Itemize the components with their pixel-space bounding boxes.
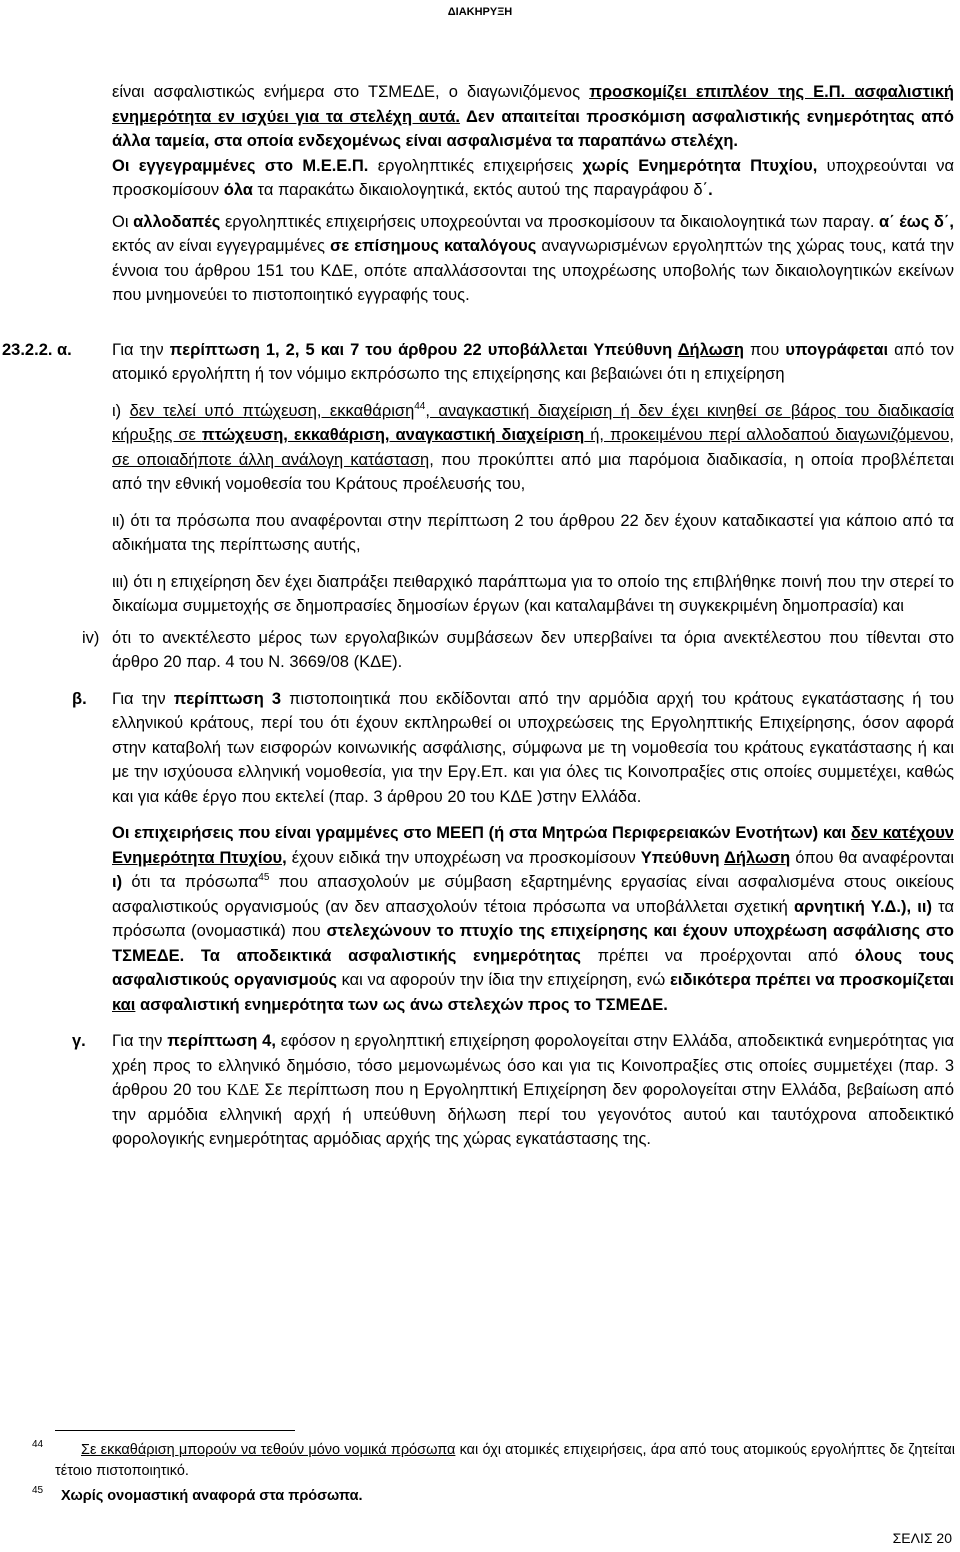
item-label: ιιι): [112, 572, 129, 591]
footnote-ref-44[interactable]: 44: [414, 400, 426, 412]
item-ii: ιι) ότι τα πρόσωπα που αναφέρονται στην περίπτωση 2 του άρθρου 22 δεν έχουν καταδικαστεί για κάποιο από τα αδικήματα της περίπτωσης αυτής,: [112, 511, 954, 554]
paragraph-meep-obligations: Οι επιχειρήσεις που είναι γραμμένες στο ΜΕΕΠ (ή στα Μητρώα Περιφερειακών Ενοτήτων) και δεν κατέχουν Ενημερότητα Πτυχίου, έχουν ειδικά την υποχρέωση να προσκομίσουν Υπεύθυνη Δήλωση όπου θα αναφέρονται ι) ότι τα πρόσωπα$^{45}$ που απασχολούν με σύμβαση εξαρτημένης εργασίας είναι ασφαλισμένα στους οικείους ασφαλιστικούς οργανισμούς (αν δεν απασχολούν τέτοια πρόσωπα να υποβάλλεται σχετική αρνητική Υ.Δ.), ιι) τα πρόσωπα (ονομαστικά) που στελεχώνουν το πτυχίο της επιχείρησης και έχουν υποχρέωση ασφάλισης στο ΤΣΜΕΔΕ. Τα αποδεικτικά ασφαλιστικής ενημερότητας πρέπει να προέρχονται από όλους τους ασφαλιστικούς οργανισμούς και να αφορούν την ίδια την επιχείρηση, ενώ ειδικότερα πρέπει να προσκομίζεται και ασφαλιστική ενημερότητα των ως άνω στελεχών προς το ΤΣΜΕΔΕ.: [112, 824, 954, 1014]
footnotes: [32, 1439, 955, 1507]
section-label: β.: [72, 689, 87, 708]
section-label: 23.2.2. α.: [2, 340, 72, 359]
section-gamma: γ. Για την περίπτωση 4, εφόσον η εργοληπτική επιχείρηση φορολογείται στην Ελλάδα, αποδεικτικά ενημερότητας για χρέη προς το ελληνικό δημόσιο, τόσο μεμονωμένως όσο και για τις Κοινοπραξίες στις οποίες συμμετέχει (παρ. 3 άρθρου 20 του ΚΔΕ Σε περίπτωση που η Εργοληπτική Επιχείρηση δεν φορολογείται στην Ελλάδα, βεβαίωση από την αρμόδια ελληνική αρχή ή υπεύθυνη δήλωση περί του γεγονότος αυτού και ταυτόχρονα αποδεικτικό φορολογικής ενημερότητας αρμόδιας αρχής της χώρας εγκατάστασης της.: [112, 1029, 954, 1152]
item-i: ι) δεν τελεί υπό πτώχευση, εκκαθάριση$^{44}$, αναγκαστική διαχείριση ή δεν έχει κινηθεί σε βάρος του διαδικασία κήρυξης σε πτώχευση, εκκαθάριση, αναγκαστική διαχείριση ή, προκειμένου περί αλλοδαπού διαγωνιζόμενου, σε οποιαδήποτε άλλη ανάλογη κατάσταση, που προκύπτει από μια παρόμοια διαδικασία, η οποία προβλέπεται από την εθνική νομοθεσία του Κράτους προέλευσής του,: [112, 400, 954, 493]
page-number: ΣΕΛΙΣ 20: [892, 1530, 952, 1546]
section-23-2-2-a: 23.2.2. α. Για την περίπτωση 1, 2, 5 και 7 του άρθρου 22 υποβάλλεται Υπεύθυνη Δήλωση που υπογράφεται από τον ατομικό εργολήπτη ή τον νόμιμο εκπρόσωπο της επιχείρησης και βεβαιώνει ότι η επιχείρηση: [112, 338, 954, 387]
footnote-45: 45 Χωρίς ονομαστική αναφορά στα πρόσωπα.: [55, 1486, 955, 1507]
footnote-number: 44: [32, 1439, 44, 1450]
paragraph-foreign-companies: Οι αλλοδαπές εργοληπτικές επιχειρήσεις υποχρεούνται να προσκομίσουν τα δικαιολογητικά των παραγ. α΄ έως δ΄, εκτός αν είναι εγγεγραμμένες σε επίσημους καταλόγους αναγνωρισμένων εργοληπτών της χώρας τους, κατά την έννοια του άρθρου 151 του ΚΔΕ, οπότε απαλλάσσονται της υποχρέωσης υποβολής των δικαιολογητικών εκείνων που μνημονεύει το πιστοποιητικό εγγραφής τους.: [112, 212, 954, 304]
item-label: iv): [82, 628, 100, 647]
item-iv: iv) ότι το ανεκτέλεστο μέρος των εργολαβικών συμβάσεων δεν υπερβαίνει τα όρια ανεκτέλεστου που τίθενται στο άρθρο 20 παρ. 4 του Ν. 3669/08 (ΚΔΕ).: [112, 626, 954, 675]
footnote-separator: [55, 1430, 295, 1431]
section-beta: β. Για την περίπτωση 3 πιστοποιητικά που εκδίδονται από την αρμόδια αρχή του κράτους εγκατάστασης ή του ελληνικού κράτους, περί του ότι έχουν εκπληρωθεί οι υποχρεώσεις της Εργοληπτικής Επιχείρησης, όσον αφορά στην καταβολή των εισφορών κοινωνικής ασφάλισης, σύμφωνα με τη νομοθεσία του κράτους εγκατάστασης ή και με την ισχύουσα ελληνική νομοθεσία, για την Εργ.Επ. και για όλες τις Κοινοπραξίες στις οποίες συμμετέχει, καθώς και για κάθε έργο που εκτελεί (παρ. 3 άρθρου 20 του ΚΔΕ )στην Ελλάδα.: [112, 687, 954, 810]
item-label: ι): [112, 401, 122, 420]
paragraph-registered-meep: Οι εγγεγραμμένες στο Μ.Ε.Ε.Π. εργοληπτικές επιχειρήσεις χωρίς Ενημερότητα Πτυχίου, υποχρεούνται να προσκομίσουν όλα τα παρακάτω δικαιολογητικά, εκτός αυτού της παραγράφου δ΄.: [112, 156, 954, 199]
item-label: ιι): [112, 511, 125, 530]
footnote-number: 45: [32, 1485, 44, 1496]
document-header: ΔΙΑΚΗΡΥΞΗ: [447, 6, 513, 18]
footnote-ref-45[interactable]: 45: [258, 872, 270, 883]
page-body: [2, 80, 955, 1152]
item-iii: ιιι) ότι η επιχείρηση δεν έχει διαπράξει πειθαρχικό παράπτωμα για το οποίο της επιβλήθηκε ποινή που την στερεί το δικαίωμα συμμετοχής σε δημοπρασίες δημοσίων έργων (και καταλαμβάνει τη συγκεκριμένη δημοπρασία) και: [112, 572, 955, 615]
section-label: γ.: [72, 1032, 86, 1050]
paragraph-insurance: είναι ασφαλιστικώς ενήμερα στο ΤΣΜΕΔΕ, ο διαγωνιζόμενος προσκομίζει επιπλέον της Ε.Π. ασφαλιστική ενημερότητα εν ισχύει για τα στελέχη αυτά. Δεν απαιτείται προσκόμιση ασφαλιστικής ενημερότητας από άλλα ταμεία, στα οποία ενδεχομένως είναι ασφαλισμένα τα παραπάνω στελέχη.: [112, 83, 955, 150]
footnote-44: 44 Σε εκκαθάριση μπορούν να τεθούν μόνο νομικά πρόσωπα και όχι ατομικές επιχειρήσεις, άρα από τους ατομικούς εργολήπτες δε ζητείται τέτοιο πιστοποιητικό.: [55, 1440, 955, 1482]
